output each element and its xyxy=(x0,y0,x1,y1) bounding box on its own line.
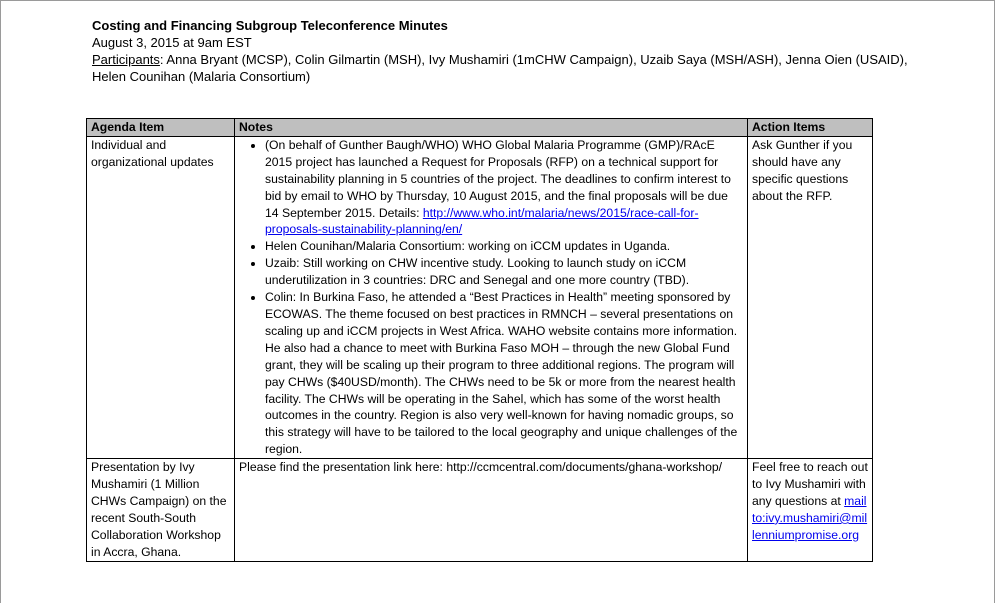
note-text: (On behalf of Gunther Baugh/WHO) WHO Global Malaria Programme (GMP)/RAcE 2015 project has launched a Request for Proposals (RFP) on a technical support for sustainability planning in 5 countries of the project. The deadlines to confirm interest to bid by email to WHO by Thursday, 10 August 2015, and the final proposals will be due 14 September 2015. Details: xyxy=(265,137,731,220)
participants-label: Participants xyxy=(92,52,160,67)
action-cell: Ask Gunther if you should have any specific questions about the RFP. xyxy=(748,136,873,458)
notes-list xyxy=(239,137,743,458)
list-item: • Helen Counihan/Malaria Consortium: working on iCCM updates in Uganda. xyxy=(265,238,743,255)
agenda-cell: Presentation by Ivy Mushamiri (1 Million CHWs Campaign) on the recent South-South Collaboration Workshop in Accra, Ghana. xyxy=(87,459,235,561)
action-text: Feel free to reach out to Ivy Mushamiri with any questions at xyxy=(752,460,868,508)
rfp-details-link[interactable]: http://www.who.int/malaria/news/2015/race-call-for-proposals-sustainability-planning/en/ xyxy=(265,205,699,237)
meeting-date: August 3, 2015 at 9am EST xyxy=(92,35,252,50)
agenda-cell: Individual and organizational updates xyxy=(87,136,235,458)
notes-cell: Please find the presentation link here: http://ccmcentral.com/documents/ghana-workshop/ xyxy=(235,459,748,561)
table-row xyxy=(87,459,873,561)
minutes-table xyxy=(86,118,873,562)
header-action-items: Action Items xyxy=(748,119,873,137)
header-agenda-item: Agenda Item xyxy=(87,119,235,137)
table-row xyxy=(87,136,873,458)
table-header-row xyxy=(87,119,873,137)
participants-list: : Anna Bryant (MCSP), Colin Gilmartin (MSH), Ivy Mushamiri (1mCHW Campaign), Uzaib Saya (MSH/ASH), Jenna Oien (USAID), Helen Counihan (Malaria Consortium) xyxy=(92,52,908,84)
header-notes: Notes xyxy=(235,119,748,137)
action-cell xyxy=(748,459,873,561)
minutes-header xyxy=(92,17,932,85)
email-link[interactable]: mailto:ivy.mushamiri@millenniumpromise.org xyxy=(752,493,868,542)
list-item xyxy=(265,137,743,238)
participants xyxy=(92,51,932,85)
document-title: Costing and Financing Subgroup Teleconference Minutes xyxy=(92,18,448,33)
list-item: • Uzaib: Still working on CHW incentive study. Looking to launch study on iCCM underutilization in 3 countries: DRC and Senegal and one more country (TBD). xyxy=(265,255,743,289)
notes-cell xyxy=(235,136,748,458)
list-item: • Colin: In Burkina Faso, he attended a “Best Practices in Health” meeting sponsored by ECOWAS. The theme focused on best practices in RMNCH – several presentations on scaling up and iCCM projects in West Africa. WAHO website contains more information. He also had a chance to meet with Burkina Faso MOH – through the new Global Fund grant, they will be scaling up their program to three additional regions. The program will pay CHWs ($40USD/month). The CHWs need to be 5k or more from the nearest health facility. The CHWs will be operating in the Sahel, which has some of the worst health outcomes in the country. Region is also very well-known for having nomadic groups, so this strategy will have to be tailored to the local geography and unique challenges of the region. xyxy=(265,289,743,458)
